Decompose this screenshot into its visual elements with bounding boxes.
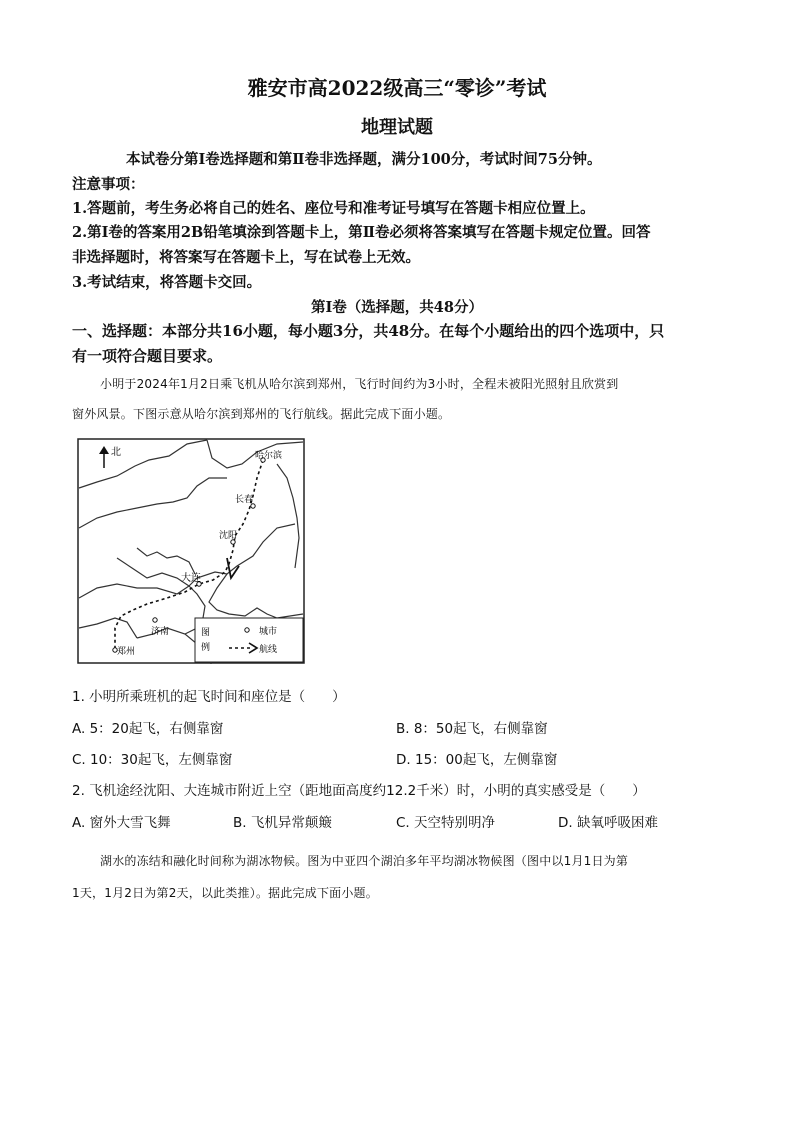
notes-item-2-line-1: 2.第Ⅰ卷的答案用2B铅笔填涂到答题卡上，第Ⅱ卷必须将答案填写在答题卡规定位置。回答 (72, 224, 651, 241)
map-legend (195, 618, 303, 662)
q2-option-d: D. 缺氧呼吸困难 (558, 815, 658, 831)
q1-option-c: C. 10：30起飞，左侧靠窗 (72, 752, 233, 768)
notes-item-3: 3.考试结束，将答题卡交回。 (72, 274, 262, 291)
city-label-changchun: 长春 (235, 495, 254, 505)
city-label-harbin: 哈尔滨 (255, 451, 283, 461)
section-instruction-line-2: 有一项符合题目要求。 (72, 347, 223, 365)
north-label: 北 (111, 447, 121, 458)
legend-title-2: 例 (201, 643, 211, 653)
passage-1-line-1: 小明于2024年1月2日乘飞机从哈尔滨到郑州，飞行时间约为3小时，全程未被阳光照射且欣赏到 (100, 377, 619, 391)
q2-option-b: B. 飞机异常颠簸 (233, 815, 332, 831)
city-dot-jinan (153, 618, 157, 622)
q2-option-c: C. 天空特别明净 (396, 815, 496, 831)
legend-title-1: 图 (201, 628, 211, 638)
legend-city-label: 城市 (259, 627, 278, 637)
q1-stem: 1. 小明所乘班机的起飞时间和座位是（ ） (72, 689, 346, 705)
legend-city-symbol (245, 628, 249, 632)
q1-option-d: D. 15：00起飞，左侧靠窗 (396, 752, 558, 768)
exam-intro: 本试卷分第Ⅰ卷选择题和第Ⅱ卷非选择题，满分100分，考试时间75分钟。 (126, 151, 602, 168)
notes-item-1: 1.答题前，考生务必将自己的姓名、座位号和准考证号填写在答题卡相应位置上。 (72, 200, 595, 217)
passage-1-line-2: 窗外风景。下图示意从哈尔滨到郑州的飞行航线。据此完成下面小题。 (72, 407, 451, 421)
city-label-zhengzhou: 郑州 (117, 647, 136, 657)
city-label-dalian: 大连 (181, 573, 201, 584)
city-label-shenyang: 沈阳 (219, 531, 238, 541)
exam-title: 雅安市高2022级高三“零诊”考试 (247, 76, 547, 100)
legend-route-label: 航线 (259, 645, 278, 655)
notes-heading: 注意事项： (72, 176, 145, 193)
passage-2-line-2: 1天，1月2日为第2天，以此类推）。据此完成下面小题。 (72, 886, 378, 900)
q2-stem: 2. 飞机途经沈阳、大连城市附近上空（距地面高度约12.2千米）时，小明的真实感受是（ ） (72, 783, 646, 799)
exam-subtitle: 地理试题 (361, 117, 433, 138)
q2-option-a: A. 窗外大雪飞舞 (72, 815, 171, 831)
city-label-jinan: 济南 (151, 627, 170, 637)
passage-2-line-1: 湖水的冻结和融化时间称为湖冰物候。图为中亚四个湖泊多年平均湖冰物候图（图中以1月1日为第 (100, 854, 629, 868)
notes-item-2-line-2: 非选择题时，将答案写在答题卡上，写在试卷上无效。 (72, 249, 420, 266)
flight-route-map (77, 438, 305, 664)
section-instruction-line-1: 一、选择题：本部分共16小题，每小题3分，共48分。在每个小题给出的四个选项中，只 (72, 322, 665, 340)
section-heading: 第Ⅰ卷（选择题，共48分） (311, 299, 483, 316)
q1-option-b: B. 8：50起飞，右侧靠窗 (396, 721, 548, 737)
q1-option-a: A. 5：20起飞，右侧靠窗 (72, 721, 224, 737)
